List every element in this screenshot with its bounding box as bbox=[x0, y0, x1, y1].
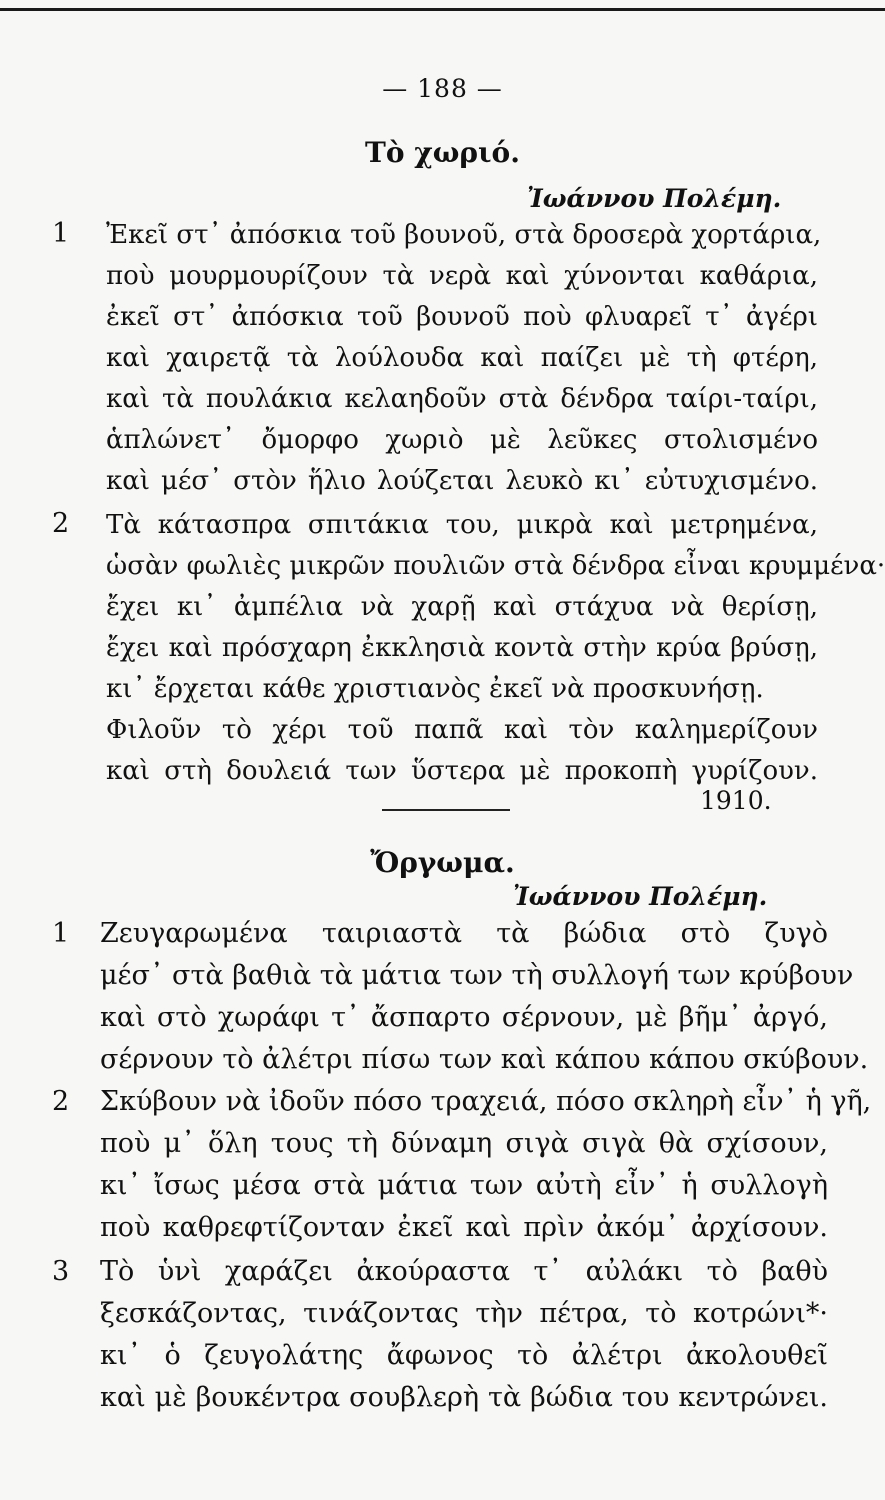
verse-line: ἔχει κι᾽ ἀμπέλια νὰ χαρῇ καὶ στάχυα νὰ θερίσῃ, bbox=[106, 592, 818, 622]
verse-line: ποὺ μ᾽ ὅλη τους τὴ δύναμη σιγὰ σιγὰ θὰ σχίσουν, bbox=[100, 1128, 828, 1159]
verse-line: ἔχει καὶ πρόσχαρη ἐκκλησιὰ κοντὰ στὴν κρύα βρύσῃ, bbox=[106, 633, 818, 663]
verse-line: καὶ στὴ δουλειά των ὕστερα μὲ προκοπὴ γυρίζουν. bbox=[106, 756, 818, 786]
verse-line: καὶ χαιρετᾷ τὰ λούλουδα καὶ παίζει μὲ τὴ φτέρη, bbox=[106, 343, 818, 373]
verse-line: Τὸ ὑνὶ χαράζει ἀκούραστα τ᾽ αὐλάκι τὸ βαθὺ bbox=[100, 1256, 828, 1287]
poem1-year: 1910. bbox=[700, 786, 772, 815]
verse-line: καὶ μὲ βουκέντρα σουβλερὴ τὰ βώδια του κεντρώνει. bbox=[100, 1382, 828, 1413]
section-divider bbox=[382, 809, 510, 811]
poem2-author: Ἰωάννου Πολέμη. bbox=[513, 882, 768, 911]
verse-line: καὶ στὸ χωράφι τ᾽ ἄσπαρτο σέρνουν, μὲ βῆμ᾽ ἀργό, bbox=[100, 1002, 828, 1033]
verse-line: ἁπλώνετ᾽ ὄμορφο χωριὸ μὲ λεῦκες στολισμένο bbox=[106, 425, 818, 455]
poem1-author: Ἰωάννου Πολέμη. bbox=[527, 184, 782, 213]
stanza-number: 1 bbox=[52, 218, 70, 249]
page-number: — 188 — bbox=[382, 74, 503, 103]
stanza-number: 2 bbox=[52, 1086, 70, 1117]
verse-line: Φιλοῦν τὸ χέρι τοῦ παπᾶ καὶ τὸν καλημερίζουν bbox=[106, 715, 818, 745]
stanza-number: 2 bbox=[52, 508, 70, 539]
verse-line: ξεσκάζοντας, τινάζοντας τὴν πέτρα, τὸ κοτρώνι*· bbox=[100, 1298, 828, 1329]
verse-line: Σκύβουν νὰ ἰδοῦν πόσο τραχειά, πόσο σκληρὴ εἶν᾽ ἡ γῆ, bbox=[100, 1086, 872, 1117]
poem2-title: Ὄργωμα. bbox=[370, 846, 515, 879]
verse-line: κι᾽ ἴσως μέσα στὰ μάτια των αὐτὴ εἶν᾽ ἡ συλλογὴ bbox=[100, 1170, 828, 1201]
verse-line: Τὰ κάτασπρα σπιτάκια του, μικρὰ καὶ μετρημένα, bbox=[106, 510, 818, 540]
page-top-border bbox=[0, 8, 885, 11]
verse-line: Ἐκεῖ στ᾽ ἀπόσκια τοῦ βουνοῦ, στὰ δροσερὰ χορτάρια, bbox=[106, 220, 822, 250]
verse-line: μέσ᾽ στὰ βαθιὰ τὰ μάτια των τὴ συλλογή των κρύβουν bbox=[100, 960, 854, 991]
verse-line: κι᾽ ἔρχεται κάθε χριστιανὸς ἐκεῖ νὰ προσκυνήσῃ. bbox=[106, 674, 764, 704]
verse-line: σέρνουν τὸ ἀλέτρι πίσω των καὶ κάπου κάπου σκύβουν. bbox=[100, 1044, 869, 1075]
verse-line: καὶ τὰ πουλάκια κελαηδοῦν στὰ δένδρα ταίρι-ταίρι, bbox=[106, 384, 818, 414]
verse-line: καὶ μέσ᾽ στὸν ἥλιο λούζεται λευκὸ κι᾽ εὐτυχισμένο. bbox=[106, 466, 818, 496]
verse-line: ποὺ καθρεφτίζονταν ἐκεῖ καὶ πρὶν ἀκόμ᾽ ἀρχίσουν. bbox=[100, 1212, 828, 1243]
verse-line: ἐκεῖ στ᾽ ἀπόσκια τοῦ βουνοῦ ποὺ φλυαρεῖ τ᾽ ἀγέρι bbox=[106, 302, 818, 332]
verse-line: Ζευγαρωμένα ταιριαστὰ τὰ βώδια στὸ ζυγὸ bbox=[100, 918, 828, 949]
verse-line: κι᾽ ὁ ζευγολάτης ἄφωνος τὸ ἀλέτρι ἀκολουθεῖ bbox=[100, 1340, 828, 1371]
stanza-number: 1 bbox=[52, 918, 70, 949]
verse-line: ὡσὰν φωλιὲς μικρῶν πουλιῶν στὰ δένδρα εἶναι κρυμμένα· bbox=[106, 551, 885, 581]
poem1-title: Τὸ χωριό. bbox=[365, 136, 520, 169]
verse-line: ποὺ μουρμουρίζουν τὰ νερὰ καὶ χύνονται καθάρια, bbox=[106, 261, 818, 291]
stanza-number: 3 bbox=[52, 1256, 70, 1287]
